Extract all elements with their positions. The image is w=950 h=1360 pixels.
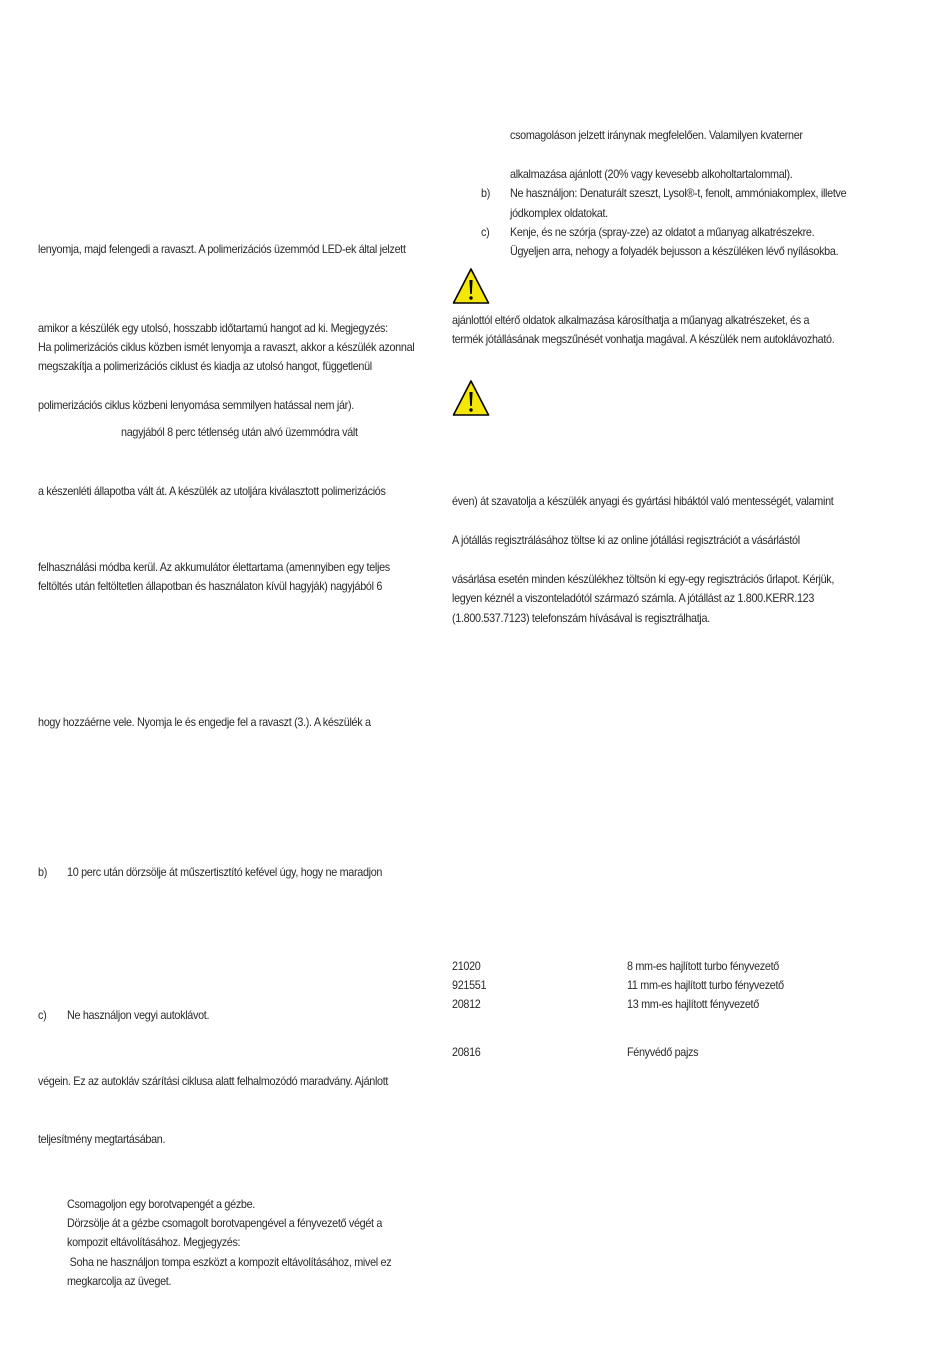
- paragraph-line: csomagoláson jelzett iránynak megfelelően. Valamilyen kvaterner: [510, 128, 803, 142]
- paragraph-line: ajánlottól eltérő oldatok alkalmazása károsíthatja a műanyag alkatrészeket, és a: [452, 313, 810, 327]
- paragraph-line: polimerizációs ciklus közbeni lenyomása semmilyen hatással nem jár).: [38, 398, 354, 412]
- part-description: 13 mm-es hajlított fényvezető: [627, 997, 759, 1011]
- list-marker: b): [38, 865, 47, 879]
- part-code: 21020: [452, 959, 481, 973]
- part-code: 921551: [452, 978, 487, 992]
- list-item-text: 10 perc után dörzsölje át műszertisztító kefével úgy, hogy ne maradjon: [67, 865, 383, 879]
- list-item-text: jódkomplex oldatokat.: [510, 206, 608, 220]
- part-code: 20816: [452, 1045, 481, 1059]
- part-description: 11 mm-es hajlított turbo fényvezető: [627, 978, 784, 992]
- paragraph-line: termék jótállásának megszűnését vonhatja magával. A készülék nem autoklávozható.: [452, 332, 835, 346]
- list-marker: b): [481, 186, 490, 200]
- paragraph-line: megszakítja a polimerizációs ciklust és kiadja az utolsó hangot, függetlenül: [38, 359, 372, 373]
- paragraph-line: hogy hozzáérne vele. Nyomja le és engedje fel a ravaszt (3.). A készülék a: [38, 715, 371, 729]
- list-marker: c): [481, 225, 490, 239]
- warning-triangle-icon: [452, 267, 490, 305]
- paragraph-line: nagyjából 8 perc tétlenség után alvó üzemmódra vált: [121, 425, 358, 439]
- list-item-text: Ne használjon: Denaturált szeszt, Lysol®-t, fenolt, ammóniakomplex, illetve: [510, 186, 847, 200]
- paragraph-line: a készenléti állapotba vált át. A készülék az utoljára kiválasztott polimerizációs: [38, 484, 386, 498]
- part-description: 8 mm-es hajlított turbo fényvezető: [627, 959, 779, 973]
- paragraph-line: Ha polimerizációs ciklus közben ismét lenyomja a ravaszt, akkor a készülék azonnal: [38, 340, 415, 354]
- list-item-text: Kenje, és ne szórja (spray-zze) az oldatot a műanyag alkatrészekre.: [510, 225, 815, 239]
- part-code: 20812: [452, 997, 481, 1011]
- step-line: megkarcolja az üveget.: [67, 1274, 172, 1288]
- paragraph-line: feltöltés után feltöltetlen állapotban és használaton kívül hagyják) nagyjából 6: [38, 579, 383, 593]
- step-line: kompozit eltávolításához. Megjegyzés:: [67, 1235, 241, 1249]
- paragraph-line: amikor a készülék egy utolsó, hosszabb időtartamú hangot ad ki. Megjegyzés:: [38, 321, 388, 335]
- paragraph-line: A jótállás regisztrálásához töltse ki az online jótállási regisztrációt a vásárlástól: [452, 533, 800, 547]
- paragraph-line: alkalmazása ajánlott (20% vagy kevesebb alkoholtartalommal).: [510, 167, 793, 181]
- paragraph-line: (1.800.537.7123) telefonszám hívásával is regisztrálhatja.: [452, 611, 710, 625]
- list-item-text: Ne használjon vegyi autoklávot.: [67, 1008, 210, 1022]
- step-line: Csomagoljon egy borotvapengét a gézbe.: [67, 1197, 255, 1211]
- step-line: Dörzsölje át a gézbe csomagolt borotvapengével a fényvezető végét a: [67, 1216, 383, 1230]
- paragraph-line: lenyomja, majd felengedi a ravaszt. A polimerizációs üzemmód LED-ek által jelzett: [38, 242, 406, 256]
- paragraph-line: legyen kéznél a viszonteladótól származó számla. A jótállást az 1.800.KERR.123: [452, 591, 815, 605]
- paragraph-line: végein. Ez az autokláv szárítási ciklusa alatt felhalmozódó maradvány. Ajánlott: [38, 1074, 389, 1088]
- paragraph-line: teljesítmény megtartásában.: [38, 1132, 166, 1146]
- part-description: Fényvédő pajzs: [627, 1045, 699, 1059]
- paragraph-line: vásárlása esetén minden készülékhez töltsön ki egy-egy regisztrációs űrlapot. Kérjük,: [452, 572, 835, 586]
- paragraph-line: éven) át szavatolja a készülék anyagi és gyártási hibáktól való mentességét, valamint: [452, 494, 834, 508]
- warning-triangle-icon: [452, 379, 490, 417]
- step-note-line: Soha ne használjon tompa eszközt a kompozit eltávolításához, mivel ez: [67, 1255, 392, 1269]
- list-item-text: Ügyeljen arra, nehogy a folyadék bejusson a készüléken lévő nyílásokba.: [510, 244, 839, 258]
- list-marker: c): [38, 1008, 47, 1022]
- paragraph-line: felhasználási módba kerül. Az akkumulátor élettartama (amennyiben egy teljes: [38, 560, 390, 574]
